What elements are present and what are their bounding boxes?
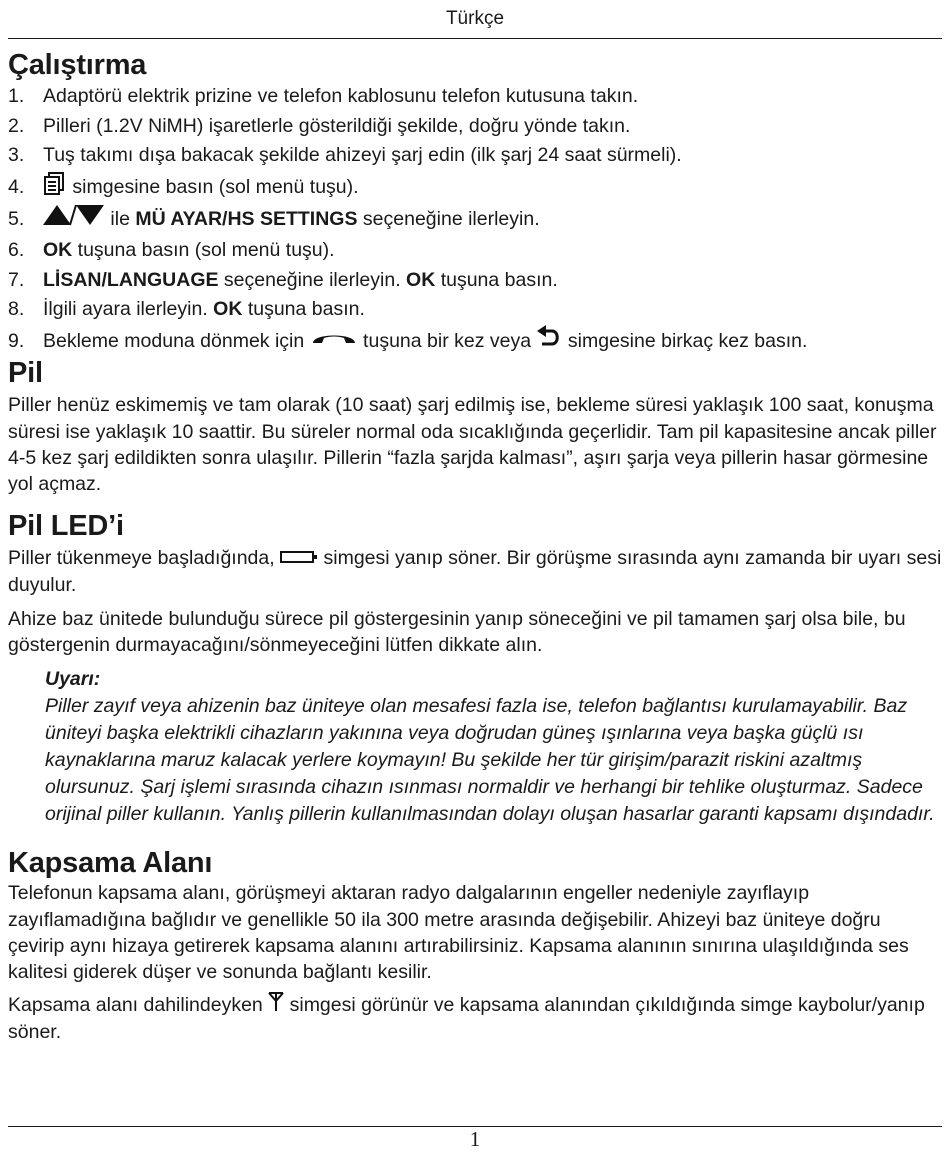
- antenna-icon: [268, 992, 284, 1019]
- list-item: 4. simgesine basın (sol menü tuşu).: [8, 171, 942, 205]
- header-rule: [8, 38, 942, 39]
- warning-box: [45, 666, 942, 828]
- list-item: 5. ile MÜ AYAR/HS SETTINGS seçeneğine ilerleyin.: [8, 204, 942, 236]
- list-item: 1. Adaptörü elektrik prizine ve telefon kablosunu telefon kutusuna takın.: [8, 85, 639, 107]
- list-item: 3. Tuş takımı dışa bakacak şekilde ahizeyi şarj edin (ilk şarj 24 saat sürmeli).: [8, 144, 682, 167]
- section-title-calistirma: Çalıştırma: [8, 49, 147, 81]
- section-title-kapsama: Kapsama Alanı: [8, 847, 213, 880]
- paragraph-pil-led-1: Piller tükenmeye başladığında, simgesi yanıp söner. Bir görüşme sırasında aynı zamanda bir uyarı sesi duyulur.: [8, 546, 942, 596]
- list-item: 9. Bekleme moduna dönmek için tuşuna bir kez veya simgesine birkaç kez basın.: [8, 325, 942, 359]
- section-title-pil-led: Pil LED’i: [8, 509, 124, 542]
- page-content: [8, 48, 942, 1045]
- menu-list-icon: [43, 171, 67, 205]
- end-call-icon: [310, 327, 358, 357]
- list-item: 8. İlgili ayara ilerleyin. OK tuşuna basın.: [8, 298, 365, 321]
- up-down-arrows-icon: [43, 204, 105, 236]
- paragraph-kapsama-2: Kapsama alanı dahilindeyken simgesi görünür ve kapsama alanından çıkıldığında simge kaybolur/yanıp söner.: [8, 993, 925, 1044]
- paragraph-kapsama-1: Telefonun kapsama alanı, görüşmeyi aktaran radyo dalgalarının engeller nedeniyle zayıflayıp zayıflamadığına bağlıdır ve genellikle 50 ila 300 metre arasında değişebilir. Ahizeyi baz üniteye doğru çevirip aynı hizaya getirerek kapsama alanını artırabilirsiniz. Kapsama alanının sınırına ulaşıldığında ses kalitesi giderek düşer ve sonunda bağlantı kesilir.: [8, 882, 909, 984]
- section-title-pil: Pil: [8, 357, 43, 390]
- page-number: 1: [469, 1127, 481, 1151]
- battery-empty-icon: [280, 545, 318, 571]
- warning-title: Uyarı:: [45, 668, 101, 691]
- list-item: 2. Pilleri (1.2V NiMH) işaretlerle gösterildiği şekilde, doğru yönde takın.: [8, 114, 631, 137]
- paragraph-pil: Piller henüz eskimemiş ve tam olarak (10 saat) şarj edilmiş ise, bekleme süresi yaklaşık 100 saat, konuşma süresi ise yaklaşık 10 saattir. Bu süreler normal oda sıcaklığında geçerlidir. Tam pil kapasitesine ancak piller 4-5 kez şarj edildikten sonra ulaşılır. Pillerin “fazla şarjda kalması”, aşırı şarja veya pillerin hasar görmesine yol açmaz.: [8, 394, 937, 496]
- header-language: Türkçe: [445, 8, 505, 29]
- list-item: 7. LİSAN/LANGUAGE seçeneğine ilerleyin. OK tuşuna basın.: [8, 268, 558, 291]
- steps-list: [8, 82, 942, 358]
- warning-text: Piller zayıf veya ahizenin baz üniteye olan mesafesi fazla ise, telefon bağlantısı kurulamayabilir. Baz üniteyi başka elektrikli cihazların yakınına veya doğrudan güneş ışınlarına veya başka güçlü ısı kaynaklarına maruz kalacak yerlere koymayın! Bu şekilde her tür girişim/parazit riskini azaltmış olursunuz. Şarj işlemi sırasında cihazın ısınması normaldir ve herhangi bir tehlike oluşturmaz. Sadece orijinal piller kullanın. Yanlış pillerin kullanılmasından dolayı oluşan hasarlar garanti kapsamı dışındadır.: [45, 695, 935, 826]
- list-item: 6. OK tuşuna basın (sol menü tuşu).: [8, 238, 335, 261]
- paragraph-pil-led-2: Ahize baz ünitede bulunduğu sürece pil göstergesinin yanıp söneceğini ve pil tamamen şarj olsa bile, bu göstergenin durmayacağını/sönmeyeceğini lütfen dikkate alın.: [8, 607, 906, 657]
- back-arrow-icon: [536, 325, 562, 359]
